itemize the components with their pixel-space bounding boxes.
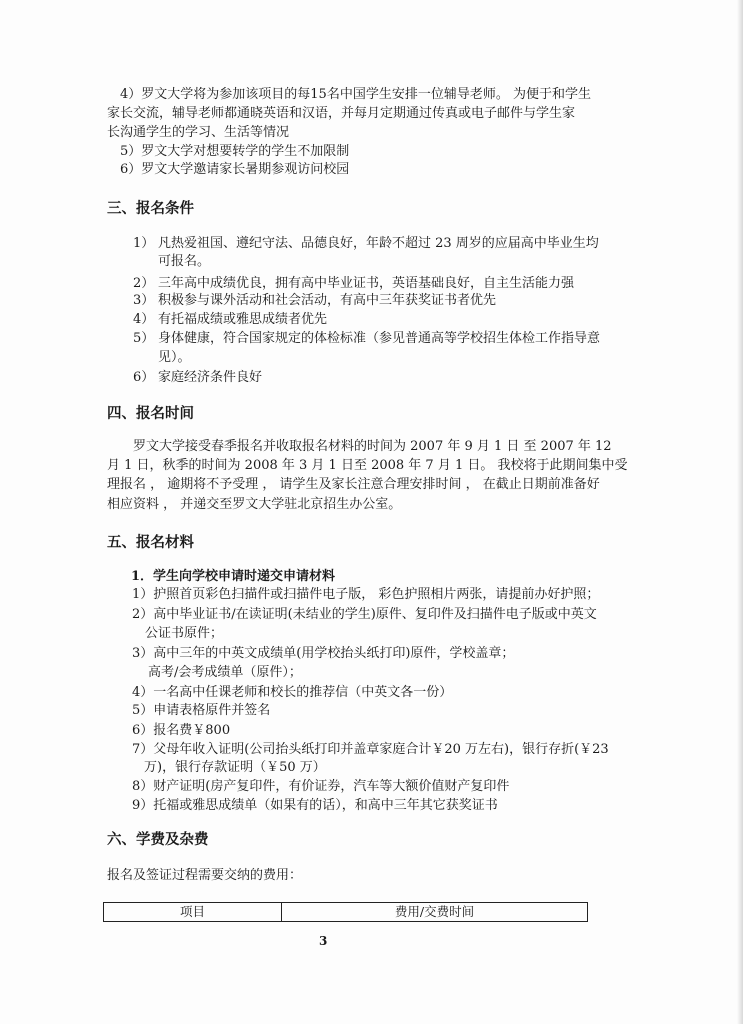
column-header-item: 项目 xyxy=(104,903,282,922)
list-item-cont: 家长交流，辅导老师都通晓英语和汉语，并每月定期通过传真或电子邮件与学生家 xyxy=(107,106,576,121)
list-item: 9）托福或雅思成绩单（如果有的话），和高中三年其它获奖证书 xyxy=(132,798,498,813)
item-number: 4） xyxy=(133,312,155,327)
list-item-cont: 高考/会考成绩单（原件）； xyxy=(148,665,302,680)
section-heading: 三、报名条件 xyxy=(107,201,194,217)
list-item: 三年高中成绩优良，拥有高中毕业证书，英语基础良好，自主生活能力强 xyxy=(158,276,575,291)
list-item: 7）父母年收入证明(公司抬头纸打印并盖章家庭合计￥20 万左右)，银行存折(￥23 xyxy=(132,742,609,757)
item-number: 5） xyxy=(133,331,155,346)
item-number: 2） xyxy=(133,276,155,291)
list-item: 6）报名费￥800 xyxy=(132,723,231,738)
list-item: 6）罗文大学邀请家长暑期参观访问校园 xyxy=(120,162,350,177)
list-item: 2）高中毕业证书/在读证明(未结业的学生)原件、复印件及扫描件电子版或中英文 xyxy=(132,607,597,622)
list-item-cont: 见）。 xyxy=(158,350,191,365)
list-item: 积极参与课外活动和社会活动，有高中三年获奖证书者优先 xyxy=(158,293,497,308)
list-item: 5）罗文大学对想要转学的学生不加限制 xyxy=(120,144,350,159)
paragraph-line: 理报名 ， 逾期将不予受理 ， 请学生及家长注意合理安排时间 ， 在截止日期前准备好 xyxy=(107,477,600,492)
list-item: 家庭经济条件良好 xyxy=(158,370,263,385)
list-item: 8）财产证明(房产复印件，有价证券，汽车等大额价值财产复印件 xyxy=(132,779,510,794)
list-item: 身体健康，符合国家规定的体检标准（参见普通高等学校招生体检工作指导意 xyxy=(158,331,601,346)
item-number: 3） xyxy=(133,293,155,308)
list-item: 4）罗文大学将为参加该项目的每15名中国学生安排一位辅导老师。 为便于和学生 xyxy=(120,87,591,102)
list-item: 有托福成绩或雅思成绩者优先 xyxy=(158,312,328,327)
list-item-cont: 万)，银行存款证明（￥50 万） xyxy=(144,760,326,775)
fees-intro: 报名及签证过程需要交纳的费用： xyxy=(107,868,303,883)
list-item-cont: 长沟通学生的学习、生活等情况 xyxy=(107,125,290,140)
scan-edge-shadow xyxy=(737,0,743,1024)
item-number: 6） xyxy=(133,370,155,385)
section-heading: 四、报名时间 xyxy=(107,406,194,422)
subsection-heading: 1．学生向学校申请时递交申请材料 xyxy=(131,569,336,584)
list-item: 5）申请表格原件并签名 xyxy=(132,703,271,718)
list-item: 4）一名高中任课老师和校长的推荐信（中英文各一份） xyxy=(132,685,453,700)
page-number: 3 xyxy=(319,934,328,948)
list-item: 凡热爱祖国、遵纪守法、品德良好，年龄不超过 23 周岁的应届高中毕业生均 xyxy=(158,236,599,251)
paragraph-line: 罗文大学接受春季报名并收取报名材料的时间为 2007 年 9 月 1 日 至 2007 年 12 xyxy=(133,439,612,454)
list-item-cont: 可报名。 xyxy=(158,254,211,269)
fees-table xyxy=(103,902,588,922)
list-item: 1）护照首页彩色扫描件或扫描件电子版， 彩色护照相片两张，请提前办好护照； xyxy=(132,587,600,602)
column-header-fee-time: 费用/交费时间 xyxy=(282,903,588,922)
paragraph-line: 相应资料 ， 并递交至罗文大学驻北京招生办公室。 xyxy=(107,497,402,512)
section-heading: 六、学费及杂费 xyxy=(107,832,209,848)
list-item: 3）高中三年的中英文成绩单(用学校抬头纸打印)原件，学校盖章； xyxy=(132,646,515,661)
item-number: 1） xyxy=(133,236,155,251)
paragraph-line: 月 1 日，秋季的时间为 2008 年 3 月 1 日至 2008 年 7 月 1 日。 我校将于此期间集中受 xyxy=(107,458,628,473)
list-item-cont: 公证书原件； xyxy=(145,626,224,641)
table-header-row xyxy=(104,903,588,922)
section-heading: 五、报名材料 xyxy=(107,535,194,551)
